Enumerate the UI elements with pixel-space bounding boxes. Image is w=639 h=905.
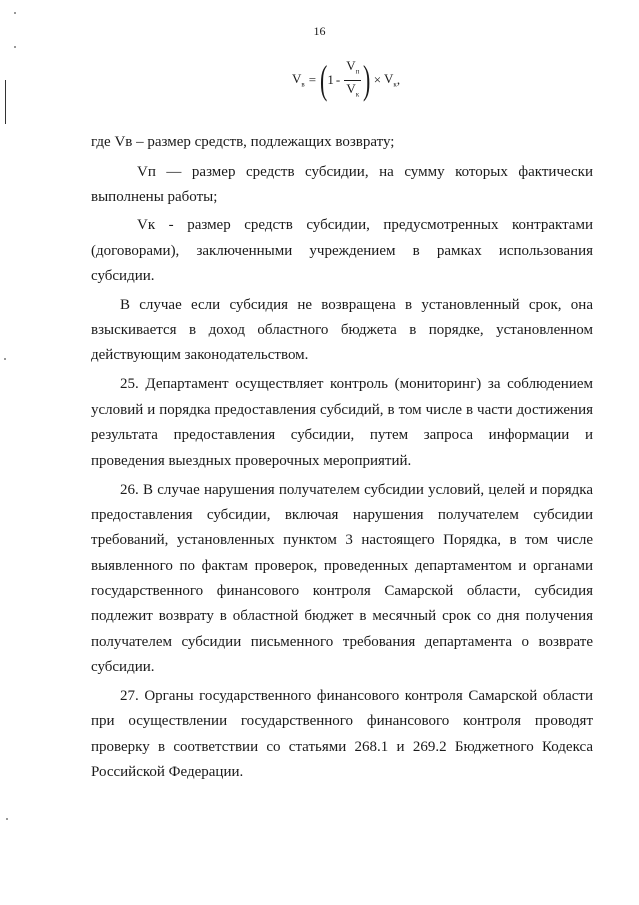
formula <box>292 58 400 102</box>
text-line: проверку в соответствии со статьями 268.1 и 269.2 Бюджетного Кодекса <box>91 739 593 755</box>
scan-margin-line <box>5 80 6 124</box>
formula-one: 1 <box>327 72 334 87</box>
text-line: 27. Органы государственного финансового контроля Самарской области <box>120 688 593 704</box>
formula-trail: , <box>396 72 401 87</box>
formula-denominator: $V_к$ <box>346 80 360 99</box>
text-line: выявленного по фактам проверок, проведенных департаментом и органами <box>91 558 593 574</box>
text-line: 25. Департамент осуществляет контроль (мониторинг) за соблюдением <box>120 376 593 392</box>
text-line: условий и порядка предоставления субсидий, в том числе в части достижения <box>91 402 593 418</box>
text-line: Российской Федерации. <box>91 764 244 780</box>
text-line: действующим законодательством. <box>91 347 309 363</box>
text-line: где Vв – размер средств, подлежащих возврату; <box>91 134 395 150</box>
text-line: В случае если субсидия не возвращена в установленный срок, она <box>120 297 593 313</box>
formula-right-paren: ) <box>363 57 371 102</box>
text-line: проведения выездных проверочных мероприятий. <box>91 453 412 469</box>
text-line: государственного финансового контроля Самарской области, субсидия <box>91 583 593 599</box>
text-line: при осуществлении государственного финансового контроля проводят <box>91 713 593 729</box>
formula-left-paren: ( <box>320 57 328 102</box>
scan-speck <box>4 358 6 360</box>
formula-fraction <box>344 59 361 101</box>
scan-speck <box>14 46 16 48</box>
scan-speck <box>14 12 16 14</box>
formula-minus: - <box>335 72 341 87</box>
formula-numerator: $V_п$ <box>344 59 361 81</box>
text-line: 26. В случае нарушения получателем субсидии условий, целей и порядка <box>120 482 593 498</box>
page-number: 16 <box>313 24 326 38</box>
text-line: (договорами), заключенными учреждением в рамках использования <box>91 243 593 259</box>
scan-speck <box>6 818 8 820</box>
text-line: подлежит возврату в областной бюджет в месячный срок со дня получения <box>91 608 593 624</box>
text-line: выполнены работы; <box>91 189 218 205</box>
formula-times: × <box>373 72 382 87</box>
formula-lhs: $V_в$ <box>292 71 305 89</box>
text-line: взыскивается в доход областного бюджета в порядке, установленном <box>91 322 593 338</box>
text-line: предоставления субсидии, включая нарушения получателем субсидии <box>91 507 593 523</box>
formula-equals: = <box>308 72 317 87</box>
text-line: субсидии. <box>91 268 155 284</box>
text-line: результата предоставления субсидии, путем запроса информации и <box>91 427 593 443</box>
text-line: требований, установленных пунктом 3 настоящего Порядка, в том числе <box>91 532 593 548</box>
text-line: получателем субсидии письменного требования департамента о возврате <box>91 634 593 650</box>
text-line: Vп — размер средств субсидии, на сумму которых фактически <box>137 164 593 180</box>
text-line: Vк - размер средств субсидии, предусмотренных контрактами <box>137 217 593 233</box>
text-line: субсидии. <box>91 659 155 675</box>
formula-rhs: $V_к$ <box>384 71 397 89</box>
